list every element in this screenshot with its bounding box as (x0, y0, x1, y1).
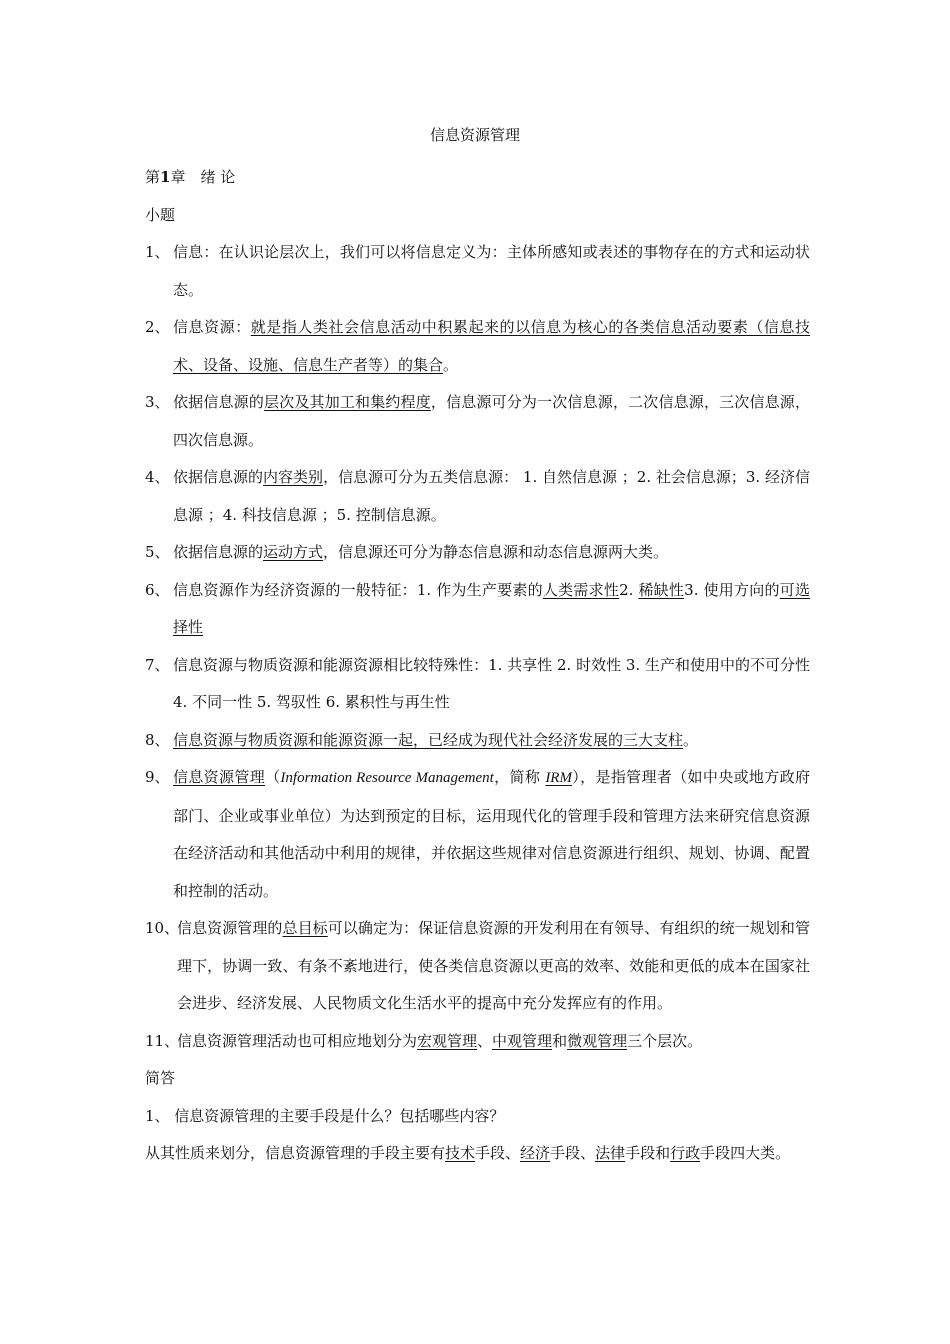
text-run: 手段四大类。 (700, 1144, 791, 1162)
text-run: 信息：在认识论层次上，我们可以将信息定义为：主体所感知或表述的事物存在的方式和运动状态。 (173, 243, 810, 299)
underlined-term: 信息资源与物质资源和能源资源一起，已经成为现代社会经济发展的三大支柱 (173, 730, 684, 749)
underlined-term: 层次及其加工和集约程度 (264, 393, 431, 411)
chapter-heading: 第1章 绪 论 (145, 168, 236, 186)
essay-answer (145, 1135, 810, 1173)
text-run: 2. (619, 580, 639, 599)
text-run: ，信息源可分为五类信息源： 1. 自然信息源 ；2. 社会信息源；3. 经济信息源 ；4. 科技信息源 ；5. 控制信息源。 (173, 468, 810, 524)
text-run: Information Resource Management (280, 770, 494, 786)
underlined-term: 中观管理 (492, 1031, 553, 1050)
underlined-term: 总目标 (282, 919, 328, 937)
text-run: 手段、 (550, 1144, 596, 1162)
text-run: 信息资源： (173, 318, 251, 336)
item-number: 4、 (145, 468, 170, 486)
item-list (145, 234, 810, 1060)
list-item (145, 759, 810, 910)
list-item (145, 534, 810, 572)
item-number: 5、 (145, 543, 170, 561)
underlined-term: 人类需求性 (542, 580, 620, 599)
underlined-term: 运动方式 (263, 543, 324, 561)
list-item (145, 1023, 810, 1061)
text-run: 手段和 (625, 1144, 671, 1162)
text-run: ，简称 (493, 768, 546, 786)
list-item (145, 722, 810, 760)
text-run: 依据信息源的 (173, 543, 264, 561)
item-number: 2、 (145, 318, 170, 336)
text-run: 信息资源管理活动也可相应地划分为 (177, 1031, 418, 1050)
text-run: 和 (552, 1031, 568, 1050)
underlined-term: 微观管理 (567, 1031, 628, 1050)
text-run: 依据信息源的 (173, 468, 264, 486)
item-number: 9、 (145, 768, 170, 786)
text-run: ），是指管理者（如中央或地方政府部门、企业或事业单位）为达到预定的目标，运用现代化的管理手段和管理方法来研究信息资源在经济活动和其他活动中利用的规律，并依据这些规律对信息资源进行组织、规划、协调、配置和控制的活动。 (173, 768, 810, 900)
text-run: 可以确定为：保证信息资源的开发利用在有领导、有组织的统一规划和管理下，协调一致、有条不紊地进行，使各类信息资源以更高的效率、效能和更低的成本在国家社会进步、经济发展、人民物质文化生活水平的提高中充分发挥应有的作用。 (177, 919, 810, 1012)
text-run: 手段、 (475, 1144, 521, 1162)
text-run: 。 (443, 355, 459, 374)
list-item (145, 309, 810, 384)
underlined-term: 内容类别 (263, 468, 324, 486)
list-item (145, 572, 810, 647)
list-item (145, 234, 810, 309)
list-item (145, 647, 810, 722)
list-item (145, 384, 810, 459)
text-run: 信息资源与物质资源和能源资源相比较特殊性：1. 共享性 2. 时效性 3. 生产和使用中的不可分性 4. 不同一性 5. 驾驭性 6. 累积性与再生性 (173, 655, 810, 711)
item-number: 6、 (145, 580, 170, 599)
underlined-term: 稀缺性 (638, 580, 685, 599)
text-run: 3. 使用方向的 (684, 580, 780, 599)
document-title: 信息资源管理 (429, 126, 520, 144)
chapter-number: 1 (160, 168, 171, 186)
text-run: 三个层次。 (627, 1031, 703, 1050)
item-number: 10、 (145, 919, 180, 937)
underlined-term: 可选择性 (173, 580, 810, 636)
underlined-term: 技术 (445, 1144, 476, 1162)
text-run: 。 (683, 730, 699, 749)
item-number: 11、 (145, 1031, 180, 1050)
document-body (145, 159, 810, 1173)
text-run: 、 (477, 1031, 493, 1050)
underlined-term: 行政 (670, 1144, 701, 1162)
essay-question: 1、 信息资源管理的主要手段是什么？包括哪些内容？ (145, 1106, 505, 1125)
underlined-term: IRM (545, 770, 572, 786)
underlined-term: 就是指人类社会信息活动中积累起来的以信息为核心的各类信息活动要素（信息技术、设备、设施、信息生产者等）的集合 (173, 318, 810, 374)
text-run: ，信息源还可分为静态信息源和动态信息源两大类。 (323, 543, 669, 561)
item-number: 1、 (145, 243, 170, 261)
item-number: 3、 (145, 393, 170, 411)
text-run: 信息资源作为经济资源的一般特征：1. 作为生产要素的 (173, 580, 543, 599)
section-heading-essay: 简答 (145, 1069, 176, 1087)
text-run: 信息资源管理的 (177, 919, 283, 937)
item-number: 8、 (145, 730, 170, 749)
text-run: 依据信息源的 (173, 393, 265, 411)
list-item (145, 459, 810, 534)
text-run: （ (265, 768, 281, 786)
underlined-term: 宏观管理 (417, 1031, 478, 1050)
underlined-term: 法律 (595, 1144, 626, 1162)
item-number: 7、 (145, 655, 170, 674)
text-run: 从其性质来划分，信息资源管理的手段主要有 (145, 1144, 446, 1162)
underlined-term: 经济 (520, 1144, 551, 1162)
section-heading-short: 小题 (145, 205, 176, 224)
underlined-term: 信息资源管理 (173, 768, 266, 786)
list-item (145, 910, 810, 1023)
text-run: ，信息源可分为一次信息源，二次信息源，三次信息源，四次信息源。 (173, 393, 810, 449)
